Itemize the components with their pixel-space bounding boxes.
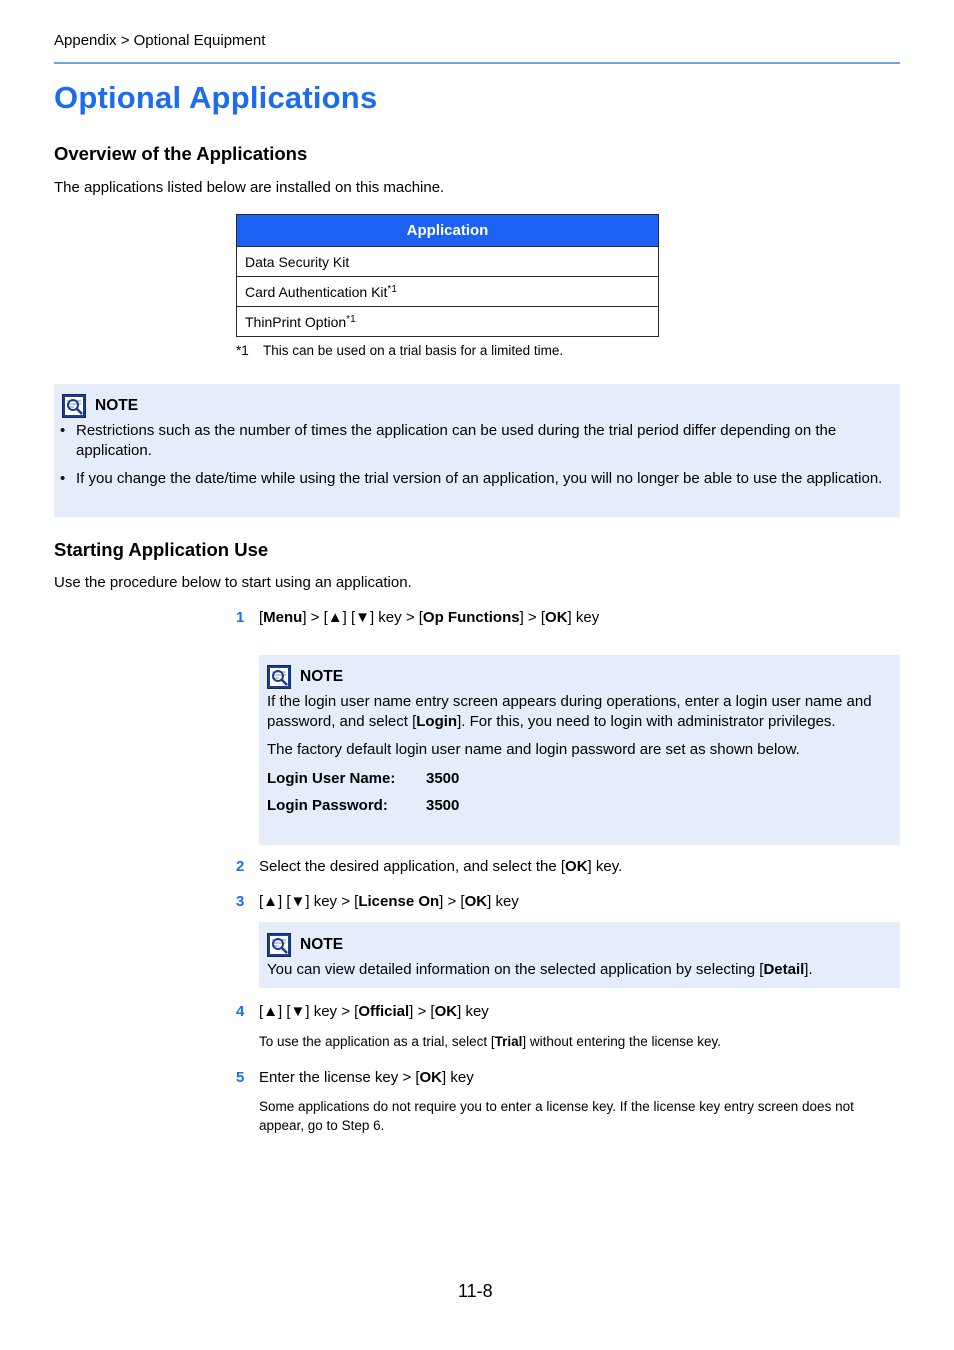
step-4-detail: To use the application as a trial, select [Trial] without entering the license key. xyxy=(259,1034,722,1049)
step-1 xyxy=(236,609,599,626)
step-number: 1 xyxy=(236,609,245,626)
note-magnifier-icon xyxy=(62,394,86,418)
cred-value: 3500 xyxy=(426,796,460,814)
header-rule xyxy=(54,62,900,64)
bullet-text: Restrictions such as the number of times the application can be used during the trial period differ depending on the application. xyxy=(76,422,837,459)
bullet-text: If you change the date/time while using the trial version of an application, you will no longer be able to use the application. xyxy=(76,470,883,487)
note-box-detail xyxy=(259,922,900,988)
page-title: Optional Applications xyxy=(54,80,378,115)
starting-heading: Starting Application Use xyxy=(54,539,269,560)
starting-intro: Use the procedure below to start using an application. xyxy=(54,574,412,591)
step-text: [▲] [▼] key > [License On] > [OK] key xyxy=(259,893,519,910)
list-item: • Restrictions such as the number of times the application can be used during the trial period differ depending on the application. xyxy=(54,421,894,460)
footnote-ref: *1 xyxy=(346,313,356,325)
step-number: 3 xyxy=(236,893,245,910)
step-number: 2 xyxy=(236,858,245,875)
app-name: Card Authentication Kit xyxy=(245,283,388,300)
login-password-row xyxy=(267,797,892,814)
applications-table xyxy=(236,214,659,337)
step-number: 4 xyxy=(236,1003,245,1020)
note-paragraph: You can view detailed information on the selected application by selecting [Detail]. xyxy=(267,961,813,978)
step-2 xyxy=(236,858,622,875)
note-paragraph: The factory default login user name and login password are set as shown below. xyxy=(267,741,800,758)
footnote xyxy=(236,343,563,358)
step-text: Select the desired application, and select the [OK] key. xyxy=(259,858,623,875)
note-header xyxy=(267,933,343,957)
note-magnifier-icon xyxy=(267,665,291,689)
step-3 xyxy=(236,893,519,910)
footnote-mark: *1 xyxy=(236,343,249,358)
table-row xyxy=(237,247,659,277)
step-number: 5 xyxy=(236,1069,245,1086)
table-row xyxy=(237,277,659,307)
list-item: • If you change the date/time while using the trial version of an application, you will no longer be able to use the application. xyxy=(60,470,883,487)
breadcrumb[interactable]: Appendix > Optional Equipment xyxy=(54,32,266,49)
note-box-restrictions xyxy=(54,384,900,517)
step-5-detail: Some applications do not require you to enter a license key. If the license key entry screen does not appear, go to Step 6. xyxy=(259,1099,854,1133)
note-header xyxy=(267,665,343,689)
footnote-text: This can be used on a trial basis for a limited time. xyxy=(263,343,564,358)
step-4 xyxy=(236,1003,489,1020)
overview-heading: Overview of the Applications xyxy=(54,143,308,164)
page-number: 11-8 xyxy=(458,1281,493,1301)
table-header: Application xyxy=(237,215,659,247)
note-paragraph: If the login user name entry screen appears during operations, enter a login user name and password, and select [Login]. For this, you need to login with administrator privileges. xyxy=(267,693,872,730)
cred-label: Login Password: xyxy=(267,796,388,814)
login-user-name-row xyxy=(267,770,892,787)
footnote-ref: *1 xyxy=(387,283,397,295)
app-name: ThinPrint Option xyxy=(245,313,347,330)
cred-value: 3500 xyxy=(426,769,460,787)
step-text: [Menu] > [▲] [▼] key > [Op Functions] > [OK] key xyxy=(259,609,600,626)
note-box-login xyxy=(259,655,900,845)
table-row xyxy=(237,307,659,337)
note-label: NOTE xyxy=(300,668,344,685)
note-magnifier-icon xyxy=(267,933,291,957)
cred-label: Login User Name: xyxy=(267,769,396,787)
note-label: NOTE xyxy=(95,397,139,414)
overview-intro: The applications listed below are installed on this machine. xyxy=(54,179,445,196)
note-label: NOTE xyxy=(300,936,344,953)
step-text: Enter the license key > [OK] key xyxy=(259,1069,474,1086)
step-text: [▲] [▼] key > [Official] > [OK] key xyxy=(259,1003,489,1020)
step-5 xyxy=(236,1069,474,1086)
note-header xyxy=(62,394,138,418)
app-name: Data Security Kit xyxy=(245,253,350,270)
